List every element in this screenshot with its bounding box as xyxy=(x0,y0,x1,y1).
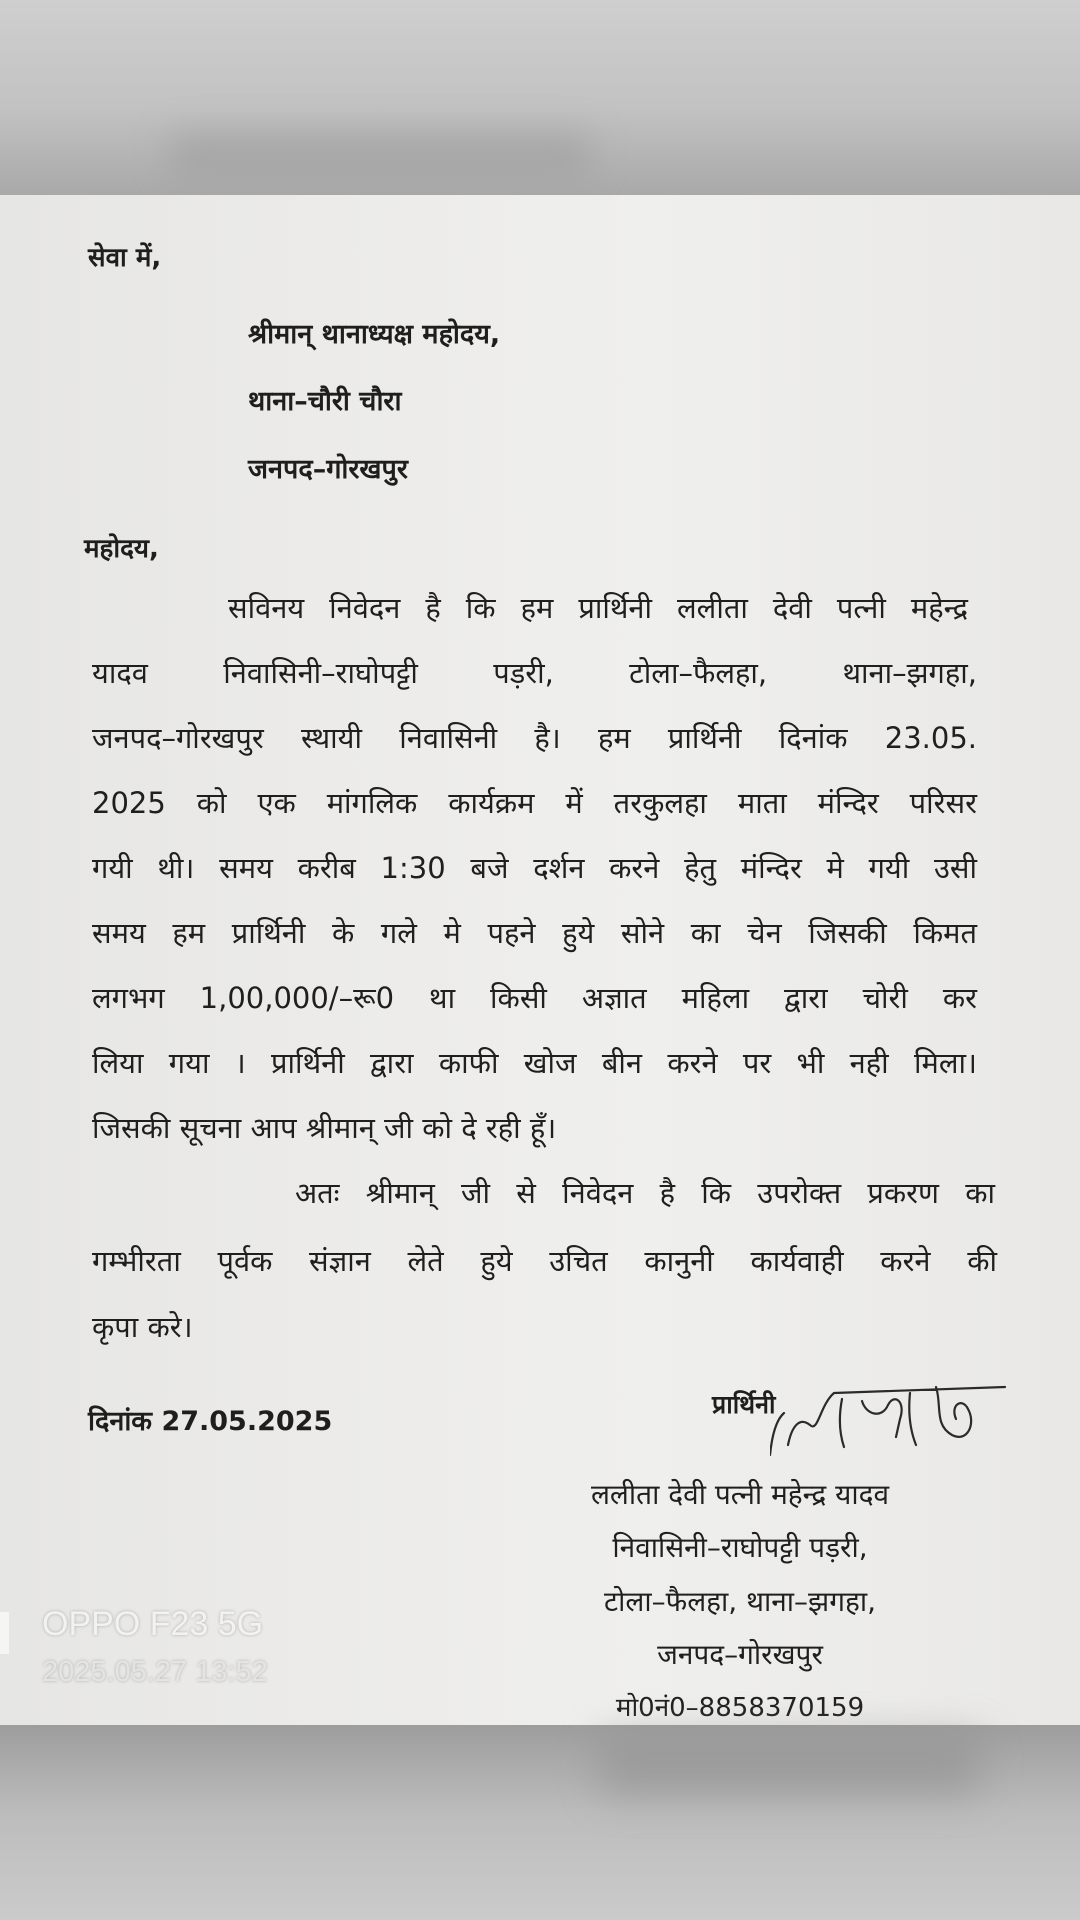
recipient-line: जनपद–गोरखपुर xyxy=(248,454,408,485)
paragraph-line: समय हम प्रार्थिनी के गले मे पहने हुये सोने का चेन जिसकी किमत xyxy=(92,916,977,950)
paragraph-line: 2025 को एक मांगलिक कार्यक्रम में तरकुलहा माता मंन्दिर परिसर xyxy=(92,786,977,820)
paragraph-line: लिया गया । प्रार्थिनी द्वारा काफी खोज बीन करने पर भी नही मिला। xyxy=(92,1046,977,1080)
sender-address-line: टोला–फैलहा, थाना–झगहा, xyxy=(604,1585,876,1618)
paragraph-line: अतः श्रीमान् जी से निवेदन है कि उपरोक्त प्रकरण का xyxy=(295,1176,995,1210)
recipient-line: थाना–चौरी चौरा xyxy=(248,386,402,417)
letter-date: दिनांक 27.05.2025 xyxy=(88,1406,333,1437)
paragraph-line: लगभग 1,00,000/–रू0 था किसी अज्ञात महिला द्वारा चोरी कर xyxy=(92,981,977,1015)
blurred-background-bottom xyxy=(0,1725,1080,1920)
letter-paper xyxy=(0,195,1080,1725)
blurred-background-top xyxy=(0,0,1080,195)
salutation-to: सेवा में, xyxy=(88,243,162,273)
recipient-line: श्रीमान् थानाध्यक्ष महोदय, xyxy=(248,319,501,350)
sender-address-line: निवासिनी–राघोपट्टी पड़री, xyxy=(612,1531,868,1564)
paragraph-line: जिसकी सूचना आप श्रीमान् जी को दे रही हूँ। xyxy=(92,1111,557,1145)
paragraph-line: गम्भीरता पूर्वक संज्ञान लेते हुये उचित कानुनी कार्यवाही करने की xyxy=(92,1244,997,1278)
paragraph-line: कृपा करे। xyxy=(92,1310,193,1344)
sender-name: ललीता देवी पत्नी महेन्द्र यादव xyxy=(590,1478,890,1511)
watermark-device: OPPO F23 5G xyxy=(42,1605,264,1643)
paragraph-line: गयी थी। समय करीब 1:30 बजे दर्शन करने हेतु मंन्दिर मे गयी उसी xyxy=(92,851,977,885)
handwritten-signature xyxy=(770,1375,1020,1460)
watermark-bar xyxy=(0,1612,9,1654)
sender-address-line: जनपद–गोरखपुर xyxy=(657,1638,823,1671)
paragraph-line: यादव निवासिनी–राघोपट्टी पड़री, टोला–फैलहा, थाना–झगहा, xyxy=(92,656,977,690)
applicant-label: प्रार्थिनी xyxy=(712,1390,776,1419)
greeting: महोदय, xyxy=(84,534,159,564)
paragraph-line: सविनय निवेदन है कि हम प्रार्थिनी ललीता देवी पत्नी महेन्द्र xyxy=(228,591,968,625)
paragraph-line: जनपद–गोरखपुर स्थायी निवासिनी है। हम प्रार्थिनी दिनांक 23.05. xyxy=(92,721,977,755)
watermark-timestamp: 2025.05.27 13:52 xyxy=(42,1656,268,1688)
sender-mobile: मो0नं0–8858370159 xyxy=(615,1693,865,1723)
